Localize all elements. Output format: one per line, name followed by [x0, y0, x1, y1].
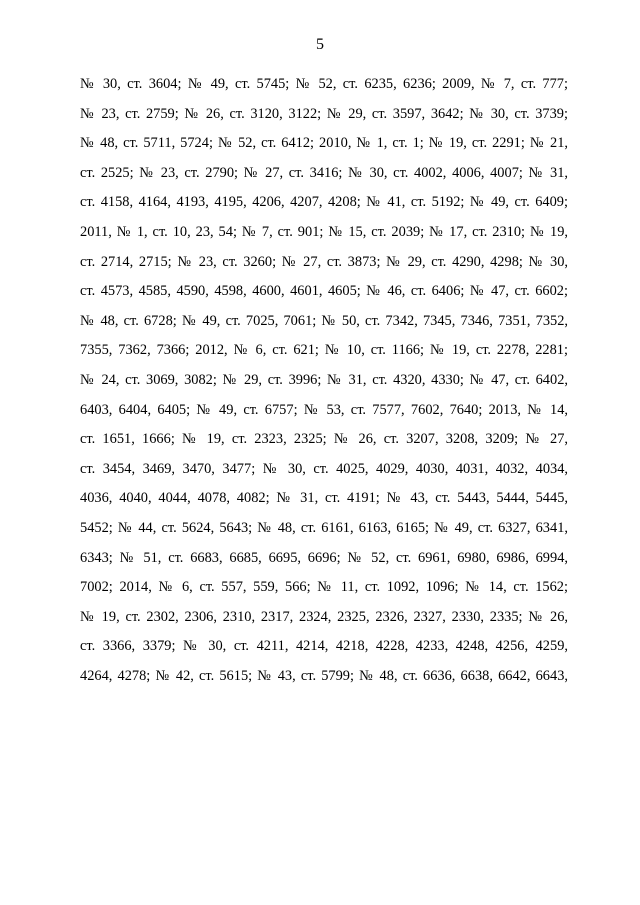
text-line: № 24, ст. 3069, 3082; № 29, ст. 3996; № 31, ст. 4320, 4330; № 47, ст. 6402,: [80, 371, 568, 388]
text-line: 7002; 2014, № 6, ст. 557, 559, 566; № 11, ст. 1092, 1096; № 14, ст. 1562;: [80, 579, 568, 596]
body-text: [80, 70, 568, 691]
text-line: № 30, ст. 3604; № 49, ст. 5745; № 52, ст. 6235, 6236; 2009, № 7, ст. 777;: [80, 76, 568, 92]
text-line: № 48, ст. 5711, 5724; № 52, ст. 6412; 2010, № 1, ст. 1; № 19, ст. 2291; № 21,: [80, 135, 568, 152]
text-line: 7355, 7362, 7366; 2012, № 6, ст. 621; № 10, ст. 1166; № 19, ст. 2278, 2281;: [80, 342, 568, 359]
text-line: 4264, 4278; № 42, ст. 5615; № 43, ст. 5799; № 48, ст. 6636, 6638, 6642, 6643,: [80, 667, 568, 684]
text-line: № 19, ст. 2302, 2306, 2310, 2317, 2324, 2325, 2326, 2327, 2330, 2335; № 26,: [80, 608, 568, 625]
text-line: 6343; № 51, ст. 6683, 6685, 6695, 6696; № 52, ст. 6961, 6980, 6986, 6994,: [80, 549, 568, 566]
text-line: ст. 2714, 2715; № 23, ст. 3260; № 27, ст. 3873; № 29, ст. 4290, 4298; № 30,: [80, 253, 568, 270]
text-line: 2011, № 1, ст. 10, 23, 54; № 7, ст. 901; № 15, ст. 2039; № 17, ст. 2310; № 19,: [80, 223, 568, 240]
text-line: 6403, 6404, 6405; № 49, ст. 6757; № 53, ст. 7577, 7602, 7640; 2013, № 14,: [80, 401, 568, 418]
text-line: ст. 4158, 4164, 4193, 4195, 4206, 4207, 4208; № 41, ст. 5192; № 49, ст. 6409;: [80, 194, 568, 211]
page-number: 5: [316, 36, 324, 53]
text-line: № 23, ст. 2759; № 26, ст. 3120, 3122; № 29, ст. 3597, 3642; № 30, ст. 3739;: [80, 105, 568, 122]
text-line: ст. 4573, 4585, 4590, 4598, 4600, 4601, 4605; № 46, ст. 6406; № 47, ст. 6602;: [80, 283, 568, 300]
text-line: № 48, ст. 6728; № 49, ст. 7025, 7061; № 50, ст. 7342, 7345, 7346, 7351, 7352,: [80, 312, 568, 329]
text-line: ст. 3366, 3379; № 30, ст. 4211, 4214, 4218, 4228, 4233, 4248, 4256, 4259,: [80, 638, 568, 655]
text-line: 5452; № 44, ст. 5624, 5643; № 48, ст. 6161, 6163, 6165; № 49, ст. 6327, 6341,: [80, 519, 568, 536]
text-line: ст. 2525; № 23, ст. 2790; № 27, ст. 3416; № 30, ст. 4002, 4006, 4007; № 31,: [80, 164, 568, 181]
text-line: ст. 3454, 3469, 3470, 3477; № 30, ст. 4025, 4029, 4030, 4031, 4032, 4034,: [80, 460, 568, 477]
text-line: ст. 1651, 1666; № 19, ст. 2323, 2325; № 26, ст. 3207, 3208, 3209; № 27,: [80, 431, 568, 448]
text-line: 4036, 4040, 4044, 4078, 4082; № 31, ст. 4191; № 43, ст. 5443, 5444, 5445,: [80, 490, 568, 507]
